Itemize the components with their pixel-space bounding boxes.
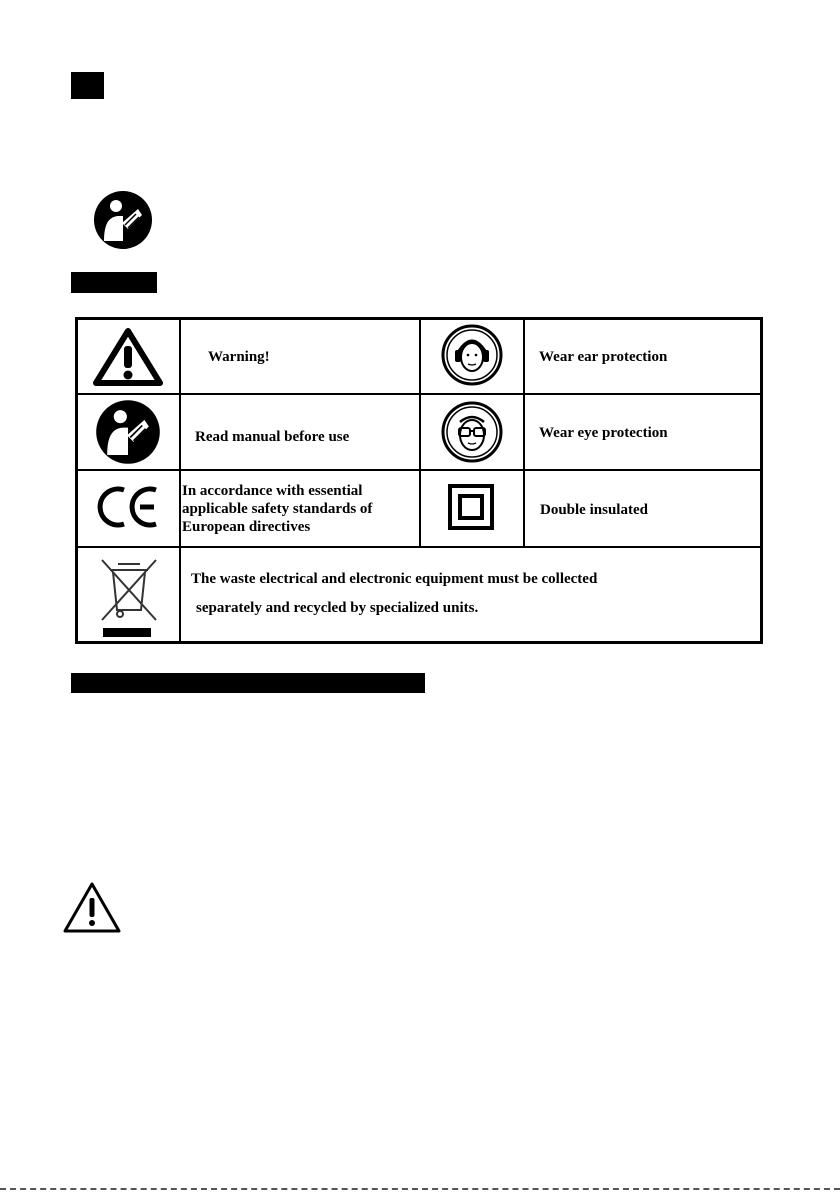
label-read-manual: Read manual before use xyxy=(195,429,350,445)
warning-triangle-icon xyxy=(93,328,163,386)
label-eye-protection: Wear eye protection xyxy=(539,425,668,441)
double-insulated-icon xyxy=(447,483,495,531)
read-manual-icon xyxy=(92,189,154,251)
eye-protection-icon xyxy=(440,400,504,464)
page-edge xyxy=(0,1188,840,1190)
ce-mark-icon xyxy=(94,484,164,530)
redacted-heading xyxy=(71,272,157,293)
label-weee-line2: separately and recycled by specialized units. xyxy=(196,600,479,616)
label-weee-line1: The waste electrical and electronic equipment must be collected xyxy=(191,571,598,587)
label-double-insulated: Double insulated xyxy=(540,502,648,518)
redacted-subheading xyxy=(71,673,425,693)
label-ce-conformity: In accordance with essential applicable safety standards of European directives xyxy=(182,483,373,535)
symbols-table xyxy=(75,317,763,644)
crossed-bin-icon xyxy=(98,556,160,640)
read-manual-icon xyxy=(94,398,162,466)
redacted-section-number xyxy=(71,72,104,99)
ear-protection-icon xyxy=(440,323,504,387)
warning-triangle-icon xyxy=(62,881,122,935)
label-ear-protection: Wear ear protection xyxy=(539,349,668,365)
label-warning: Warning! xyxy=(208,349,270,365)
